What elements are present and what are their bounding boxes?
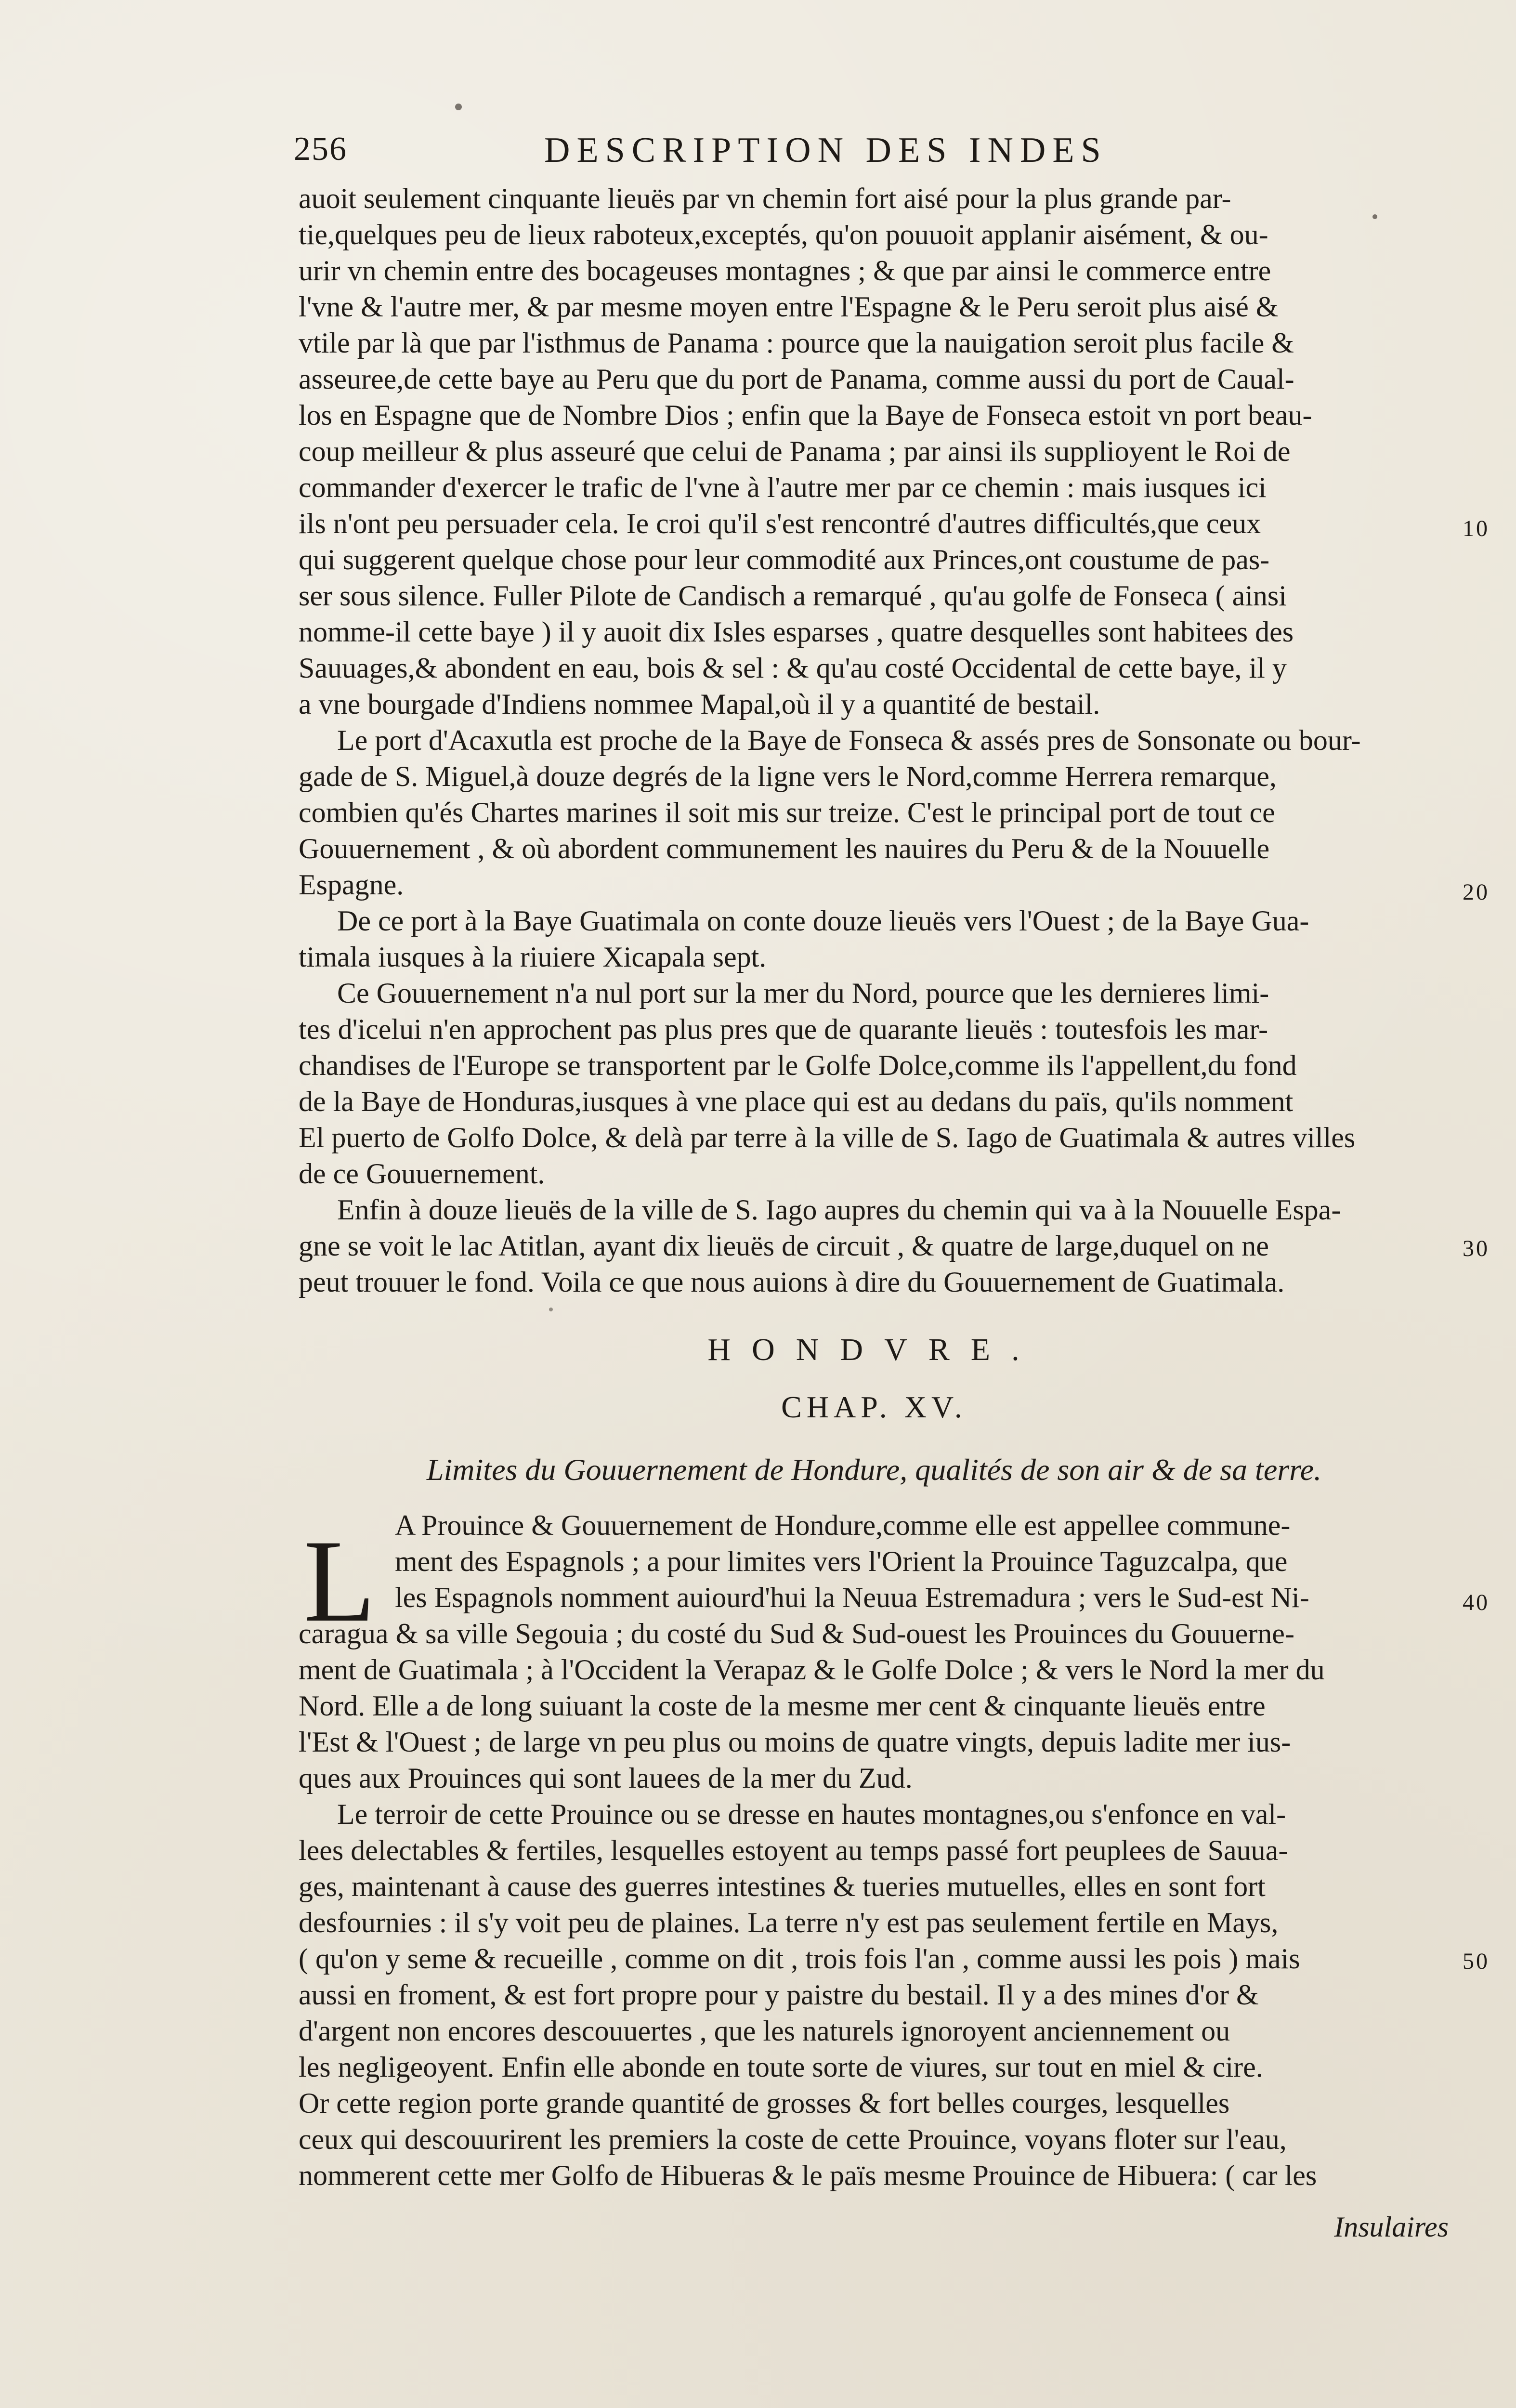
- text-line: les negligeoyent. Enfin elle abonde en toute sorte de viures, sur tout en miel & cire.: [299, 2051, 1263, 2083]
- ink-speck: [455, 104, 462, 110]
- text-line: Nord. Elle a de long suiuant la coste de la mesme mer cent & cinquante lieuës entre: [299, 1690, 1266, 1722]
- text-line: de ce Gouuernement.: [299, 1158, 545, 1190]
- running-title: DESCRIPTION DES INDES: [544, 131, 1108, 170]
- text-line: Le port d'Acaxutla est proche de la Baye de Fonseca & assés pres de Sonsonate ou bour-: [337, 724, 1361, 756]
- text-line: l'Est & l'Ouest ; de large vn peu plus ou moins de quatre vingts, depuis ladite mer ius-: [299, 1726, 1291, 1758]
- text-line: ges, maintenant à cause des guerres intestines & tueries mutuelles, elles en sont fort: [299, 1871, 1266, 1902]
- text-line: nommerent cette mer Golfo de Hibueras & le païs mesme Prouince de Hibuera: ( car les: [299, 2159, 1317, 2191]
- section-title: HONDVRE.: [707, 1332, 1041, 1367]
- text-line: A Prouince & Gouuernement de Hondure,comme elle est appellee commune-: [395, 1509, 1291, 1541]
- text-line: timala iusques à la riuiere Xicapala sept.: [299, 941, 767, 973]
- text-line: Sauuages,& abondent en eau, bois & sel : & qu'au costé Occidental de cette baye, il y: [299, 652, 1287, 684]
- catchword: Insulaires: [1334, 2211, 1449, 2243]
- text-line: Gouuernement , & où abordent communement les nauires du Peru & de la Nouuelle: [299, 833, 1270, 864]
- text-line: tie,quelques peu de lieux raboteux,exceptés, qu'on pouuoit applanir aisément, & ou-: [299, 219, 1268, 250]
- page-number: 256: [294, 131, 347, 168]
- text-line: De ce port à la Baye Guatimala on conte douze lieuës vers l'Ouest ; de la Baye Gua-: [337, 905, 1309, 937]
- text-line: Ce Gouuernement n'a nul port sur la mer du Nord, pource que les dernieres limi-: [337, 977, 1269, 1009]
- text-line: El puerto de Golfo Dolce, & delà par terre à la ville de S. Iago de Guatimala & autres villes: [299, 1122, 1356, 1153]
- text-line: peut trouuer le fond. Voila ce que nous auions à dire du Gouuernement de Guatimala.: [299, 1266, 1285, 1298]
- text-line: l'vne & l'autre mer, & par mesme moyen entre l'Espagne & le Peru seroit plus aisé &: [299, 291, 1279, 323]
- text-line: coup meilleur & plus asseuré que celui de Panama ; par ainsi ils supplioyent le Roi de: [299, 435, 1291, 467]
- text-line: ceux qui descouurirent les premiers la coste de cette Prouince, voyans floter sur l'eau,: [299, 2123, 1287, 2155]
- text-line: a vne bourgade d'Indiens nommee Mapal,où il y a quantité de bestail.: [299, 688, 1100, 720]
- text-line: asseuree,de cette baye au Peru que du port de Panama, comme aussi du port de Caual-: [299, 363, 1294, 395]
- text-line: gade de S. Miguel,à douze degrés de la ligne vers le Nord,comme Herrera remarque,: [299, 760, 1277, 792]
- text-line: ser sous silence. Fuller Pilote de Candisch a remarqué , qu'au golfe de Fonseca ( ainsi: [299, 580, 1287, 612]
- text-line: vtile par là que par l'isthmus de Panama : pource que la nauigation seroit plus facile &: [299, 327, 1294, 359]
- text-line: gne se voit le lac Atitlan, ayant dix lieuës de circuit , & quatre de large,duquel on ne: [299, 1230, 1269, 1262]
- text-line: lees delectables & fertiles, lesquelles estoyent au temps passé fort peuplees de Sauua-: [299, 1834, 1288, 1866]
- chapter-summary: Limites du Gouuernement de Hondure, qualités de son air & de sa terre.: [426, 1453, 1322, 1487]
- text-line: caragua & sa ville Segouia ; du costé du Sud & Sud-ouest les Prouinces du Gouuerne-: [299, 1618, 1294, 1649]
- text-line: Le terroir de cette Prouince ou se dresse en hautes montagnes,ou s'enfonce en val-: [337, 1798, 1286, 1830]
- margin-line-number: 10: [1463, 516, 1490, 541]
- text-line: aussi en froment, & est fort propre pour y paistre du bestail. Il y a des mines d'or &: [299, 1979, 1259, 2011]
- text-line: d'argent non encores descouuertes , que les naturels ignoroyent anciennement ou: [299, 2015, 1230, 2047]
- text-line: ment de Guatimala ; à l'Occident la Verapaz & le Golfe Dolce ; & vers le Nord la mer du: [299, 1654, 1325, 1686]
- text-line: commander d'exercer le trafic de l'vne à l'autre mer par ce chemin : mais iusques ici: [299, 471, 1267, 503]
- margin-line-number: 30: [1463, 1236, 1490, 1261]
- text-line: ques aux Prouinces qui sont lauees de la mer du Zud.: [299, 1762, 913, 1794]
- text-line: qui suggerent quelque chose pour leur commodité aux Princes,ont coustume de pas-: [299, 544, 1270, 576]
- ink-speck: [549, 1308, 553, 1311]
- text-line: les Espagnols nomment auiourd'hui la Neuua Estremadura ; vers le Sud-est Ni-: [395, 1582, 1309, 1613]
- text-line: ( qu'on y seme & recueille , comme on dit , trois fois l'an , comme aussi les pois ) mais: [299, 1943, 1300, 1975]
- text-line: Espagne.: [299, 869, 404, 901]
- text-line: tes d'icelui n'en approchent pas plus pres que de quarante lieuës : toutesfois les mar-: [299, 1013, 1268, 1045]
- chapter-title: CHAP. XV.: [781, 1390, 967, 1424]
- text-line: ils n'ont peu persuader cela. Ie croi qu'il s'est rencontré d'autres difficultés,que ceux: [299, 508, 1261, 539]
- text-line: combien qu'és Chartes marines il soit mis sur treize. C'est le principal port de tout ce: [299, 797, 1275, 828]
- drop-cap: L: [303, 1516, 376, 1646]
- main-text-block: [299, 181, 1450, 1300]
- text-line: Enfin à douze lieuës de la ville de S. Iago aupres du chemin qui va à la Nouuelle Espa-: [337, 1194, 1341, 1226]
- text-line: auoit seulement cinquante lieuës par vn chemin fort aisé pour la plus grande par-: [299, 183, 1231, 214]
- text-line: los en Espagne que de Nombre Dios ; enfin que la Baye de Fonseca estoit vn port beau-: [299, 399, 1312, 431]
- margin-line-number: 20: [1463, 879, 1490, 905]
- running-head: [294, 130, 1459, 183]
- text-line: nomme-il cette baye ) il y auoit dix Isles esparses , quatre desquelles sont habitees des: [299, 616, 1294, 648]
- text-line: desfournies : il s'y voit peu de plaines. La terre n'y est pas seulement fertile en Mays,: [299, 1907, 1279, 1938]
- text-line: ment des Espagnols ; a pour limites vers l'Orient la Prouince Taguzcalpa, que: [395, 1545, 1288, 1577]
- text-line: de la Baye de Honduras,iusques à vne place qui est au dedans du païs, qu'ils nomment: [299, 1086, 1294, 1117]
- margin-line-number: 40: [1463, 1590, 1490, 1615]
- chapter-text-block: [299, 1507, 1450, 2194]
- text-line: urir vn chemin entre des bocageuses montagnes ; & que par ainsi le commerce entre: [299, 255, 1271, 287]
- text-line: chandises de l'Europe se transportent par le Golfe Dolce,comme ils l'appellent,du fond: [299, 1049, 1297, 1081]
- margin-line-number: 50: [1463, 1949, 1490, 1974]
- text-line: Or cette region porte grande quantité de grosses & fort belles courges, lesquelles: [299, 2087, 1230, 2119]
